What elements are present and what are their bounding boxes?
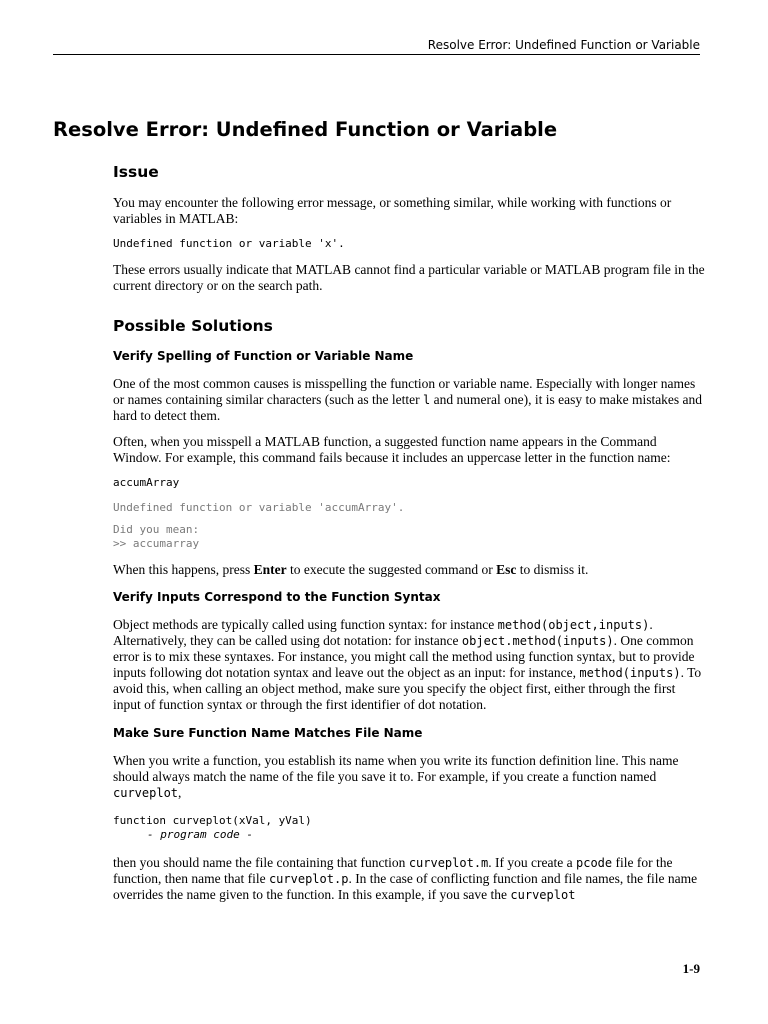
filename-code-line-1: function curveplot(xVal, yVal) xyxy=(113,814,312,827)
issue-code: Undefined function or variable 'x'. xyxy=(113,237,345,250)
main-content xyxy=(113,163,705,913)
enter-key-label: Enter xyxy=(253,562,287,577)
running-header: Resolve Error: Undefined Function or Variable xyxy=(427,38,700,52)
spelling-code: accumArray xyxy=(113,476,180,489)
filename-heading: Make Sure Function Name Matches File Name xyxy=(113,726,423,740)
issue-paragraph-2: These errors usually indicate that MATLAB cannot find a particular variable or MATLAB program file in the current directory or on the search path. xyxy=(113,262,705,293)
spelling-paragraph-1: One of the most common causes is misspelling the function or variable name. Especially with longer names or names containing similar characters (such as the letter l and numeral one), it is easy to make mistakes and hard to detect them. xyxy=(113,376,703,423)
solutions-heading: Possible Solutions xyxy=(113,317,273,335)
spelling-output-suggestion: Did you mean: >> accumarray xyxy=(113,523,200,550)
inputs-heading: Verify Inputs Correspond to the Function Syntax xyxy=(113,590,441,604)
esc-key-label: Esc xyxy=(496,562,517,577)
filename-paragraph-2: then you should name the file containing that function curveplot.m. If you create a pcode file for the function, then name that file curveplot.p. In the case of conflicting function and file names, the file name overrides the name given to the function. In this example, if you save the curveplot xyxy=(113,855,698,902)
spelling-paragraph-3: When this happens, press Enter to execute the suggested command or Esc to dismiss it. xyxy=(113,562,589,577)
issue-paragraph-1: You may encounter the following error message, or something similar, while working with functions or variables in MATLAB: xyxy=(113,195,672,226)
header-rule xyxy=(53,54,700,55)
filename-code-line-2: - program code - xyxy=(147,828,253,841)
filename-paragraph-1: When you write a function, you establish its name when you write its function definition line. This name should always match the name of the file you save it to. For example, if you create a function named curveplot, xyxy=(113,753,679,800)
spelling-output-error: Undefined function or variable 'accumArray'. xyxy=(113,501,405,514)
issue-heading: Issue xyxy=(113,163,159,181)
spelling-paragraph-2: Often, when you misspell a MATLAB function, a suggested function name appears in the Command Window. For example, this command fails because it includes an uppercase letter in the function name: xyxy=(113,434,671,465)
page-title: Resolve Error: Undefined Function or Variable xyxy=(53,118,558,141)
spelling-heading: Verify Spelling of Function or Variable Name xyxy=(113,349,414,363)
inputs-paragraph: Object methods are typically called using function syntax: for instance method(object,inputs). Alternatively, they can be called using dot notation: for instance object.method(inputs). One common error is to mix these syntaxes. For instance, you might call the method using function syntax, but to provide inputs following dot notation syntax and leave out the object as an input: for instance, method(inputs). To avoid this, when calling an object method, make sure you specify the object first, either through the first input of function syntax or through the first identifier of dot notation. xyxy=(113,617,702,712)
page-number: 1-9 xyxy=(682,961,700,976)
